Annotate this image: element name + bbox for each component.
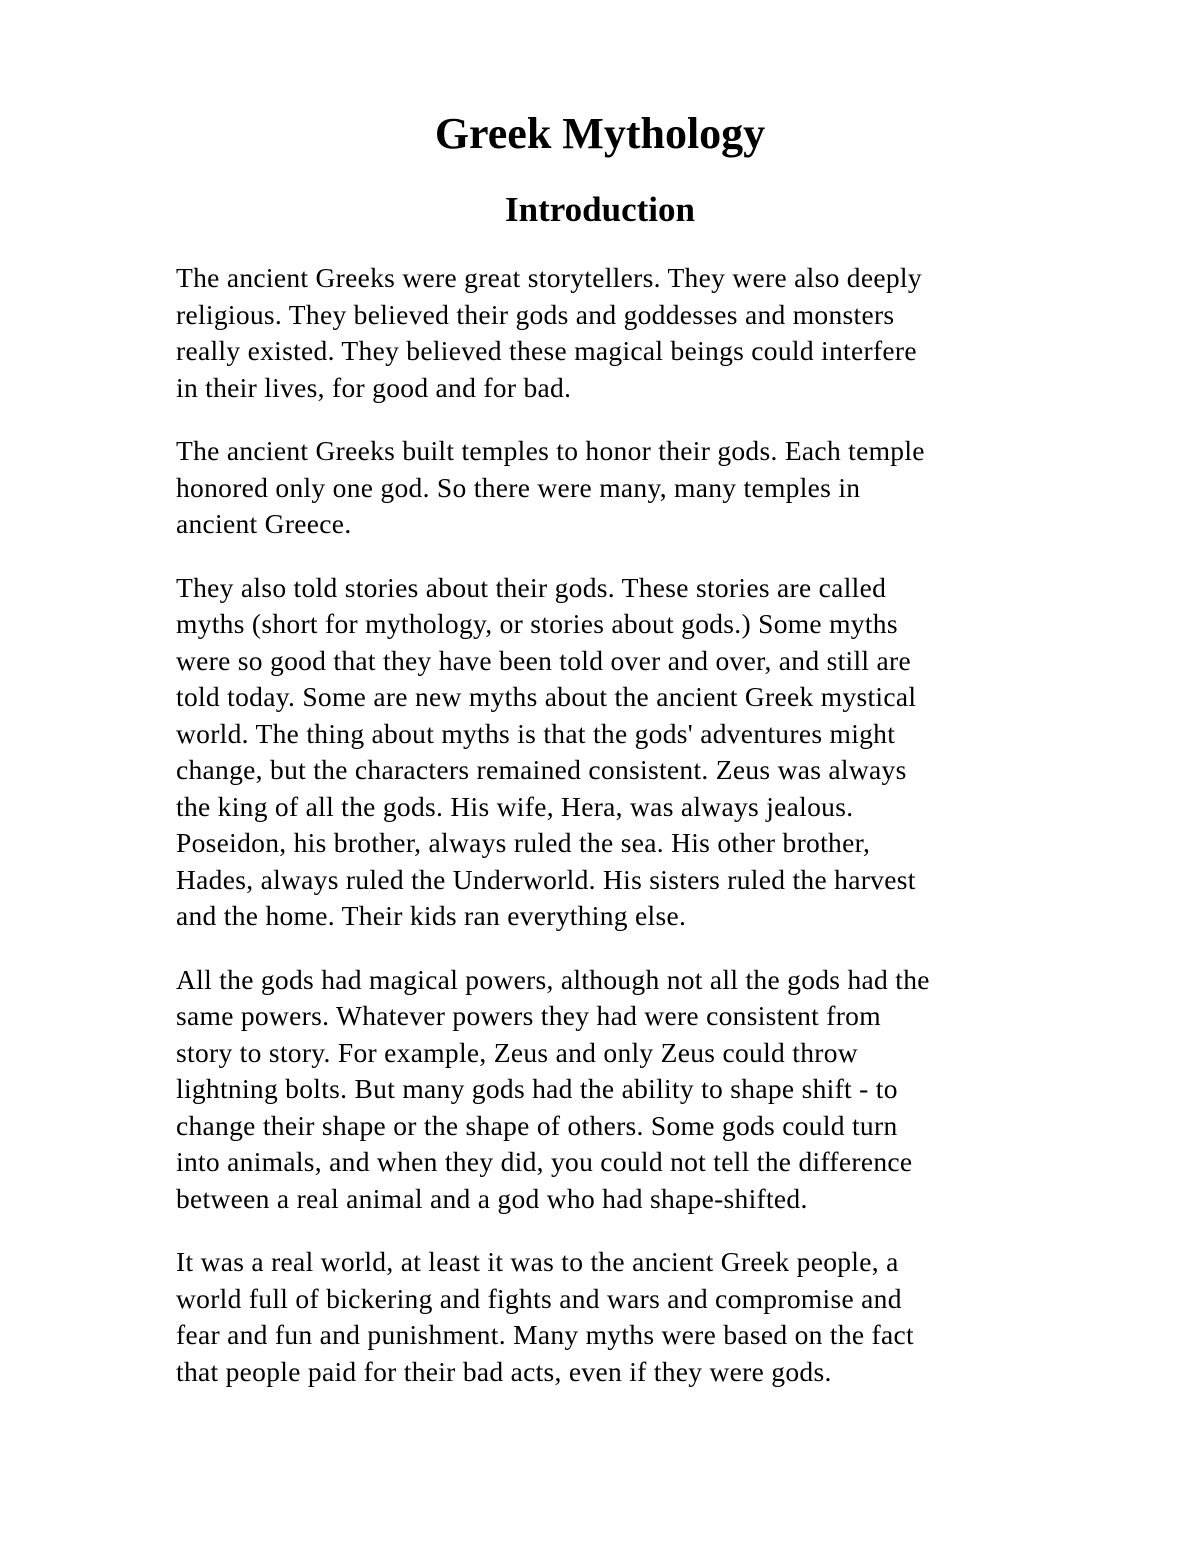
document-body [176, 260, 1036, 1417]
text-line: myths (short for mythology, or stories about gods.) Some myths [176, 608, 898, 639]
paragraph-1 [176, 260, 1036, 406]
text-line: honored only one god. So there were many, many temples in [176, 471, 861, 503]
text-line: between a real animal and a god who had shape-shifted. [176, 1182, 808, 1214]
text-line: were so good that they have been told over and over, and still are [176, 644, 911, 676]
section-heading: Introduction [505, 190, 695, 229]
text-line: They also told stories about their gods. These stories are called [176, 571, 887, 603]
text-line: The ancient Greeks built temples to honor their gods. Each temple [176, 435, 925, 466]
text-line: change their shape or the shape of others. Some gods could turn [176, 1109, 898, 1141]
text-line: in their lives, for good and for bad. [176, 371, 572, 403]
text-line: lightning bolts. But many gods had the ability to shape shift - to [176, 1073, 898, 1104]
text-line: fear and fun and punishment. Many myths were based on the fact [176, 1319, 914, 1350]
text-line: the king of all the gods. His wife, Hera, was always jealous. [176, 790, 854, 822]
text-line: religious. They believed their gods and goddesses and monsters [176, 298, 895, 330]
text-line: story to story. For example, Zeus and only Zeus could throw [176, 1036, 858, 1068]
text-line: and the home. Their kids ran everything else. [176, 900, 687, 931]
text-line: same powers. Whatever powers they had were consistent from [176, 1000, 881, 1031]
paragraph-3 [176, 570, 1036, 935]
text-line: Hades, always ruled the Underworld. His sisters ruled the harvest [176, 863, 916, 895]
text-line: All the gods had magical powers, although not all the gods had the [176, 963, 930, 995]
text-line: world. The thing about myths is that the gods' adventures might [176, 717, 896, 749]
text-line: into animals, and when they did, you could not tell the difference [176, 1146, 913, 1177]
paragraph-2 [176, 433, 1036, 543]
text-line: really existed. They believed these magical beings could interfere [176, 335, 917, 366]
text-line: change, but the characters remained consistent. Zeus was always [176, 754, 907, 785]
paragraph-4 [176, 962, 1036, 1218]
text-line: It was a real world, at least it was to the ancient Greek people, a [176, 1246, 899, 1277]
paragraph-5 [176, 1244, 1036, 1390]
text-line: The ancient Greeks were great storytellers. They were also deeply [176, 262, 922, 293]
text-line: told today. Some are new myths about the ancient Greek mystical [176, 681, 917, 712]
text-line: ancient Greece. [176, 508, 352, 539]
document-title: Greek Mythology [434, 109, 766, 158]
text-line: Poseidon, his brother, always ruled the sea. His other brother, [176, 827, 871, 858]
text-line: world full of bickering and fights and wars and compromise and [176, 1282, 902, 1314]
text-line: that people paid for their bad acts, even if they were gods. [176, 1355, 832, 1387]
